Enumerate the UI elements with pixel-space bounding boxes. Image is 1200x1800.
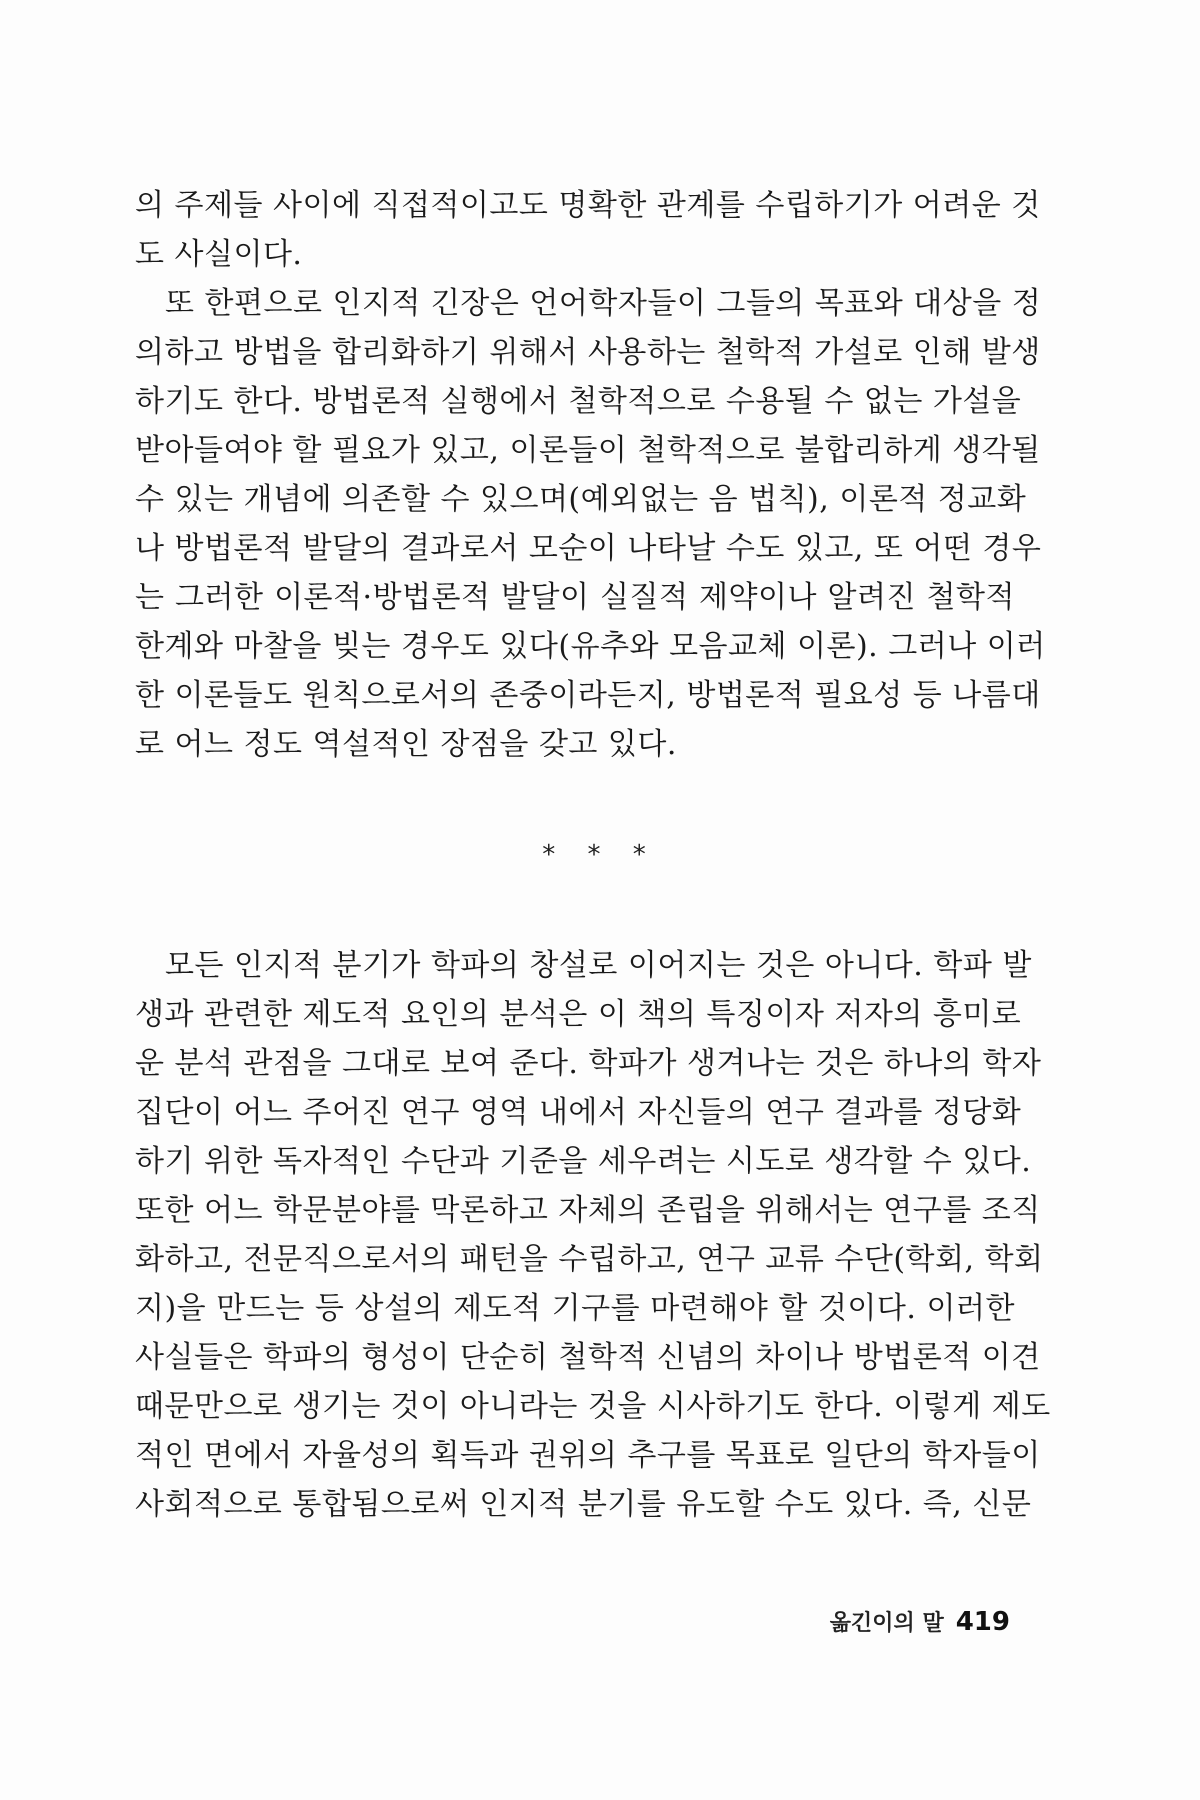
text-line: 나 방법론적 발달의 결과로서 모순이 나타날 수도 있고, 또 어떤 경우 bbox=[135, 531, 1042, 566]
text-line: 사회적으로 통합됨으로써 인지적 분기를 유도할 수도 있다. 즉, 신문 bbox=[135, 1487, 1032, 1522]
text-line: 의하고 방법을 합리화하기 위해서 사용하는 철학적 가설로 인해 발생 bbox=[135, 335, 1041, 370]
paragraph bbox=[135, 279, 1046, 769]
text-line: 는 그러한 이론적·방법론적 발달이 실질적 제약이나 알려진 철학적 bbox=[135, 580, 1015, 615]
text-line: 하기도 한다. 방법론적 실행에서 철학적으로 수용될 수 없는 가설을 bbox=[135, 384, 1022, 419]
text-line: 도 사실이다. bbox=[135, 237, 303, 272]
text-line: 운 분석 관점을 그대로 보여 준다. 학파가 생겨나는 것은 하나의 학자 bbox=[135, 1046, 1042, 1081]
text-line: 화하고, 전문직으로서의 패턴을 수립하고, 연구 교류 수단(학회, 학회 bbox=[135, 1242, 1044, 1277]
text-line: 또 한편으로 인지적 긴장은 언어학자들이 그들의 목표와 대상을 정 bbox=[165, 286, 1042, 321]
text-line: 한 이론들도 원칙으로서의 존중이라든지, 방법론적 필요성 등 나름대 bbox=[135, 678, 1041, 713]
upper-text-block bbox=[135, 181, 1046, 769]
text-line: 때문만으로 생기는 것이 아니라는 것을 시사하기도 한다. 이렇게 제도 bbox=[135, 1389, 1051, 1424]
running-footer-title: 옮긴이의 말 bbox=[829, 1611, 944, 1636]
text-line: 수 있는 개념에 의존할 수 있으며(예외없는 음 법칙), 이론적 정교화 bbox=[135, 482, 1027, 517]
text-line: 또한 어느 학문분야를 막론하고 자체의 존립을 위해서는 연구를 조직 bbox=[135, 1193, 1041, 1228]
text-line: 로 어느 정도 역설적인 장점을 갖고 있다. bbox=[135, 727, 677, 762]
text-line: 한계와 마찰을 빚는 경우도 있다(유추와 모음교체 이론). 그러나 이러 bbox=[135, 629, 1046, 664]
text-line: 지)을 만드는 등 상설의 제도적 기구를 마련해야 할 것이다. 이러한 bbox=[135, 1291, 1015, 1326]
paragraph-continued bbox=[135, 181, 1041, 279]
text-line: 모든 인지적 분기가 학파의 창설로 이어지는 것은 아니다. 학파 발 bbox=[165, 948, 1032, 983]
lower-text-block bbox=[135, 941, 1051, 1529]
paragraph bbox=[135, 941, 1051, 1529]
text-line: 사실들은 학파의 형성이 단순히 철학적 신념의 차이나 방법론적 이견 bbox=[135, 1340, 1041, 1375]
section-separator: * * * bbox=[542, 840, 658, 870]
text-line: 적인 면에서 자율성의 획득과 권위의 추구를 목표로 일단의 학자들이 bbox=[135, 1438, 1041, 1473]
text-line: 받아들여야 할 필요가 있고, 이론들이 철학적으로 불합리하게 생각될 bbox=[135, 433, 1041, 468]
page-number: 419 bbox=[955, 1607, 1010, 1637]
text-line: 의 주제들 사이에 직접적이고도 명확한 관계를 수립하기가 어려운 것 bbox=[135, 188, 1041, 223]
text-line: 하기 위한 독자적인 수단과 기준을 세우려는 시도로 생각할 수 있다. bbox=[135, 1144, 1032, 1179]
text-line: 생과 관련한 제도적 요인의 분석은 이 책의 특징이자 저자의 흥미로 bbox=[135, 997, 1022, 1032]
page-footer bbox=[830, 1606, 1010, 1637]
text-line: 집단이 어느 주어진 연구 영역 내에서 자신들의 연구 결과를 정당화 bbox=[135, 1095, 1022, 1130]
